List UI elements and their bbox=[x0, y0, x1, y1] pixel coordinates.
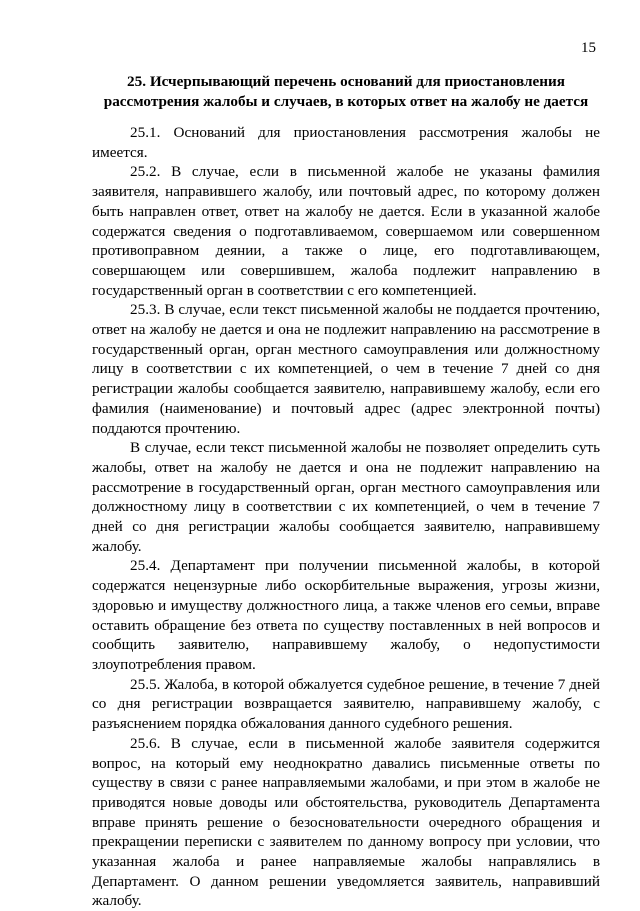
paragraph-25-4: 25.4. Департамент при получении письменной жалобы, в которой содержатся нецензурные либо оскорбительные выражения, угрозы жизни, здоровью и имуществу должностного лица, а также членов его семьи, вправе оставить обращение без ответа по существу поставленных в ней вопросов и сообщить заявителю, направившему жалобу, о недопустимости злоупотребления правом. bbox=[92, 557, 600, 673]
paragraph-25-3: 25.3. В случае, если текст письменной жалобы не поддается прочтению, ответ на жалобу не дается и она не подлежит направлению на рассмотрение в государственный орган, орган местного самоуправления или должностному лицу в соответствии с их компетенцией, о чем в течение 7 дней со дня регистрации жалобы сообщается заявителю, направившему жалобу, если его фамилия (наименование) и почтовый адрес (адрес электронной почты) поддаются прочтению. bbox=[92, 301, 600, 437]
page-number: 15 bbox=[581, 40, 596, 56]
section-title-line-1: 25. Исчерпывающий перечень оснований для приостановления bbox=[127, 73, 565, 90]
section-title-line-2: рассмотрения жалобы и случаев, в которых ответ на жалобу не дается bbox=[103, 93, 589, 110]
section-title bbox=[92, 72, 600, 112]
paragraph-25-1: 25.1. Оснований для приостановления рассмотрения жалобы не имеется. bbox=[92, 124, 600, 161]
paragraph-25-3-continued: В случае, если текст письменной жалобы не позволяет определить суть жалобы, ответ на жалобу не дается и она не подлежит направлению на рассмотрение в государственный орган, орган местного самоуправления или должностному лицу в соответствии с их компетенцией, о чем в течение 7 дней со дня регистрации жалобы сообщается заявителю, направившему жалобу. bbox=[92, 439, 600, 555]
document-body bbox=[92, 123, 600, 911]
paragraph-25-5: 25.5. Жалоба, в которой обжалуется судебное решение, в течение 7 дней со дня регистрации возвращается заявителю, направившему жалобу, с разъяснением порядка обжалования данного судебного решения. bbox=[92, 675, 600, 733]
paragraph-25-6: 25.6. В случае, если в письменной жалобе заявителя содержится вопрос, на который ему неоднократно давались письменные ответы по существу в связи с ранее направляемыми жалобами, и при этом в жалобе не приводятся новые доводы или обстоятельства, руководитель Департамента вправе принять решение о безосновательности очередного обращения и прекращении переписки с заявителем по данному вопросу при условии, что указанная жалоба и ранее направляемые жалобы направлялись в Департамент. О данном решении уведомляется заявитель, направивший жалобу. bbox=[92, 734, 600, 910]
paragraph-25-2: 25.2. В случае, если в письменной жалобе не указаны фамилия заявителя, направившего жалобу, или почтовый адрес, по которому должен быть направлен ответ, ответ на жалобу не дается. Если в указанной жалобе содержатся сведения о подготавливаемом, совершаемом или совершенном противоправном деянии, а также о лице, его подготавливающем, совершающем или совершившем, жалоба подлежит направлению в государственный орган в соответствии с его компетенцией. bbox=[92, 163, 600, 299]
